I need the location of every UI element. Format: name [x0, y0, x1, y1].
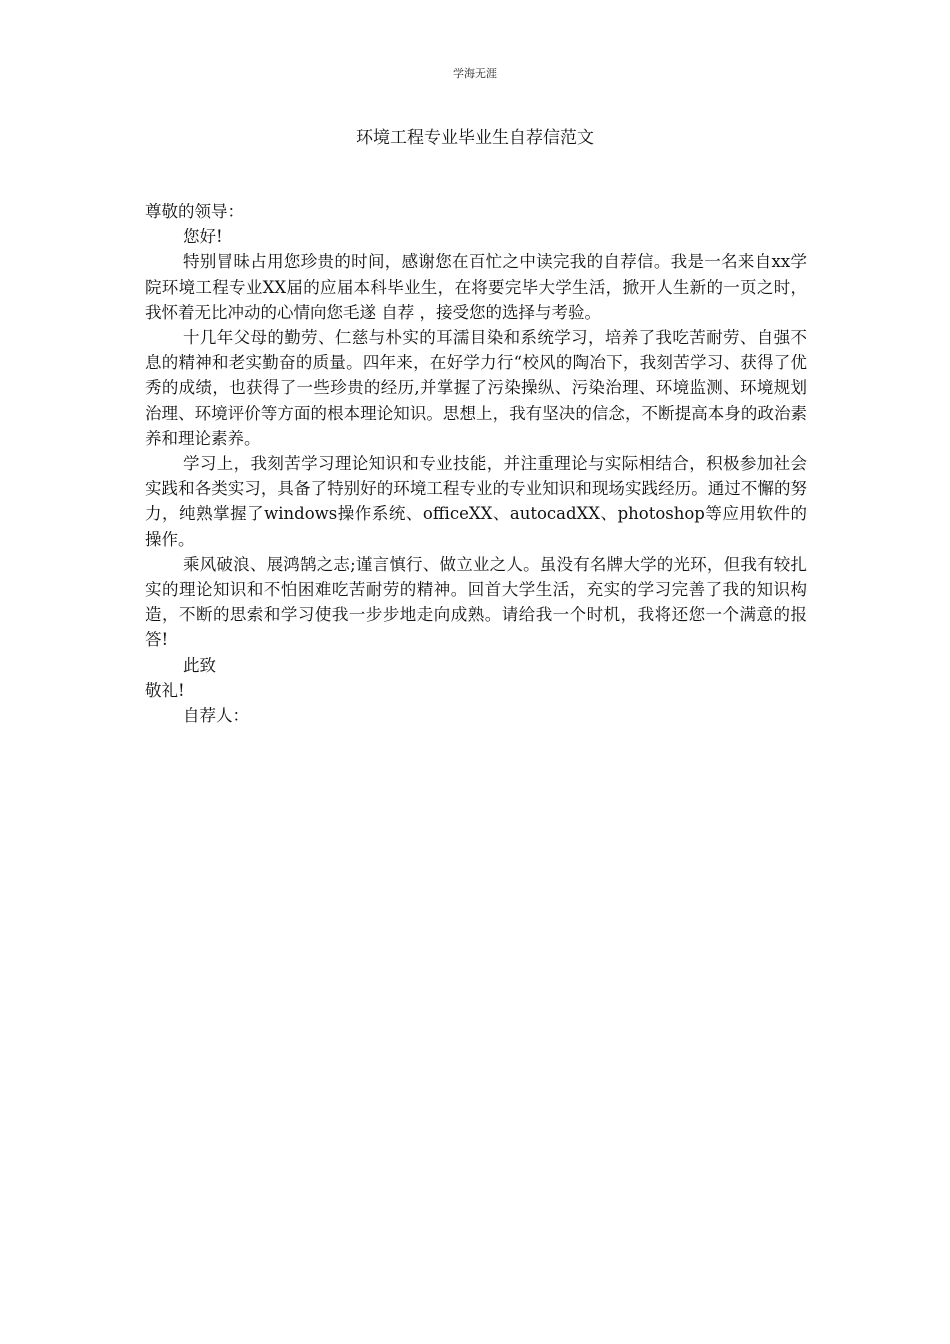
- paragraph-3: 学习上，我刻苦学习理论知识和专业技能，并注重理论与实际相结合，积极参加社会实践和各类实习，具备了特别好的环境工程专业的专业知识和现场实践经历。通过不懈的努力，纯熟掌握了windows操作系统、officeXX、autocadXX、photoshop等应用软件的操作。: [145, 454, 807, 549]
- greeting: 您好!: [183, 227, 223, 247]
- page-header: 学海无涯: [453, 67, 497, 80]
- document-title: 环境工程专业毕业生自荐信范文: [356, 128, 594, 148]
- paragraph-1: 特别冒昧占用您珍贵的时间，感谢您在百忙之中读完我的自荐信。我是一名来自xx学院环境工程专业XX届的应届本科毕业生，在将要完毕大学生活，掀开人生新的一页之时，我怀着无比冲动的心情向您毛遂 自荐 ，接受您的选择与考验。: [145, 252, 807, 322]
- paragraph-2: 十几年父母的勤劳、仁慈与朴实的耳濡目染和系统学习，培养了我吃苦耐劳、自强不息的精神和老实勤奋的质量。四年来，在好学力行“校风的陶冶下，我刻苦学习、获得了优秀的成绩，也获得了一些珍贵的经历,并掌握了污染操纵、污染治理、环境监测、环境规划治理、环境评价等方面的根本理论知识。思想上，我有坚决的信念，不断提高本身的政治素养和理论素养。: [145, 328, 807, 448]
- paragraph-4: 乘风破浪、展鸿鹄之志;谨言慎行、做立业之人。虽没有名牌大学的光环，但我有较扎实的理论知识和不怕困难吃苦耐劳的精神。回首大学生活，充实的学习完善了我的知识构造，不断的思索和学习使我一步步地走向成熟。请给我一个时机，我将还您一个满意的报答!: [145, 554, 807, 650]
- closing-line-2: 敬礼!: [145, 680, 185, 700]
- closing-line-1: 此致: [183, 655, 216, 675]
- signature-label: 自荐人：: [183, 706, 249, 726]
- letter-body: [145, 199, 807, 728]
- salutation: 尊敬的领导：: [145, 202, 244, 221]
